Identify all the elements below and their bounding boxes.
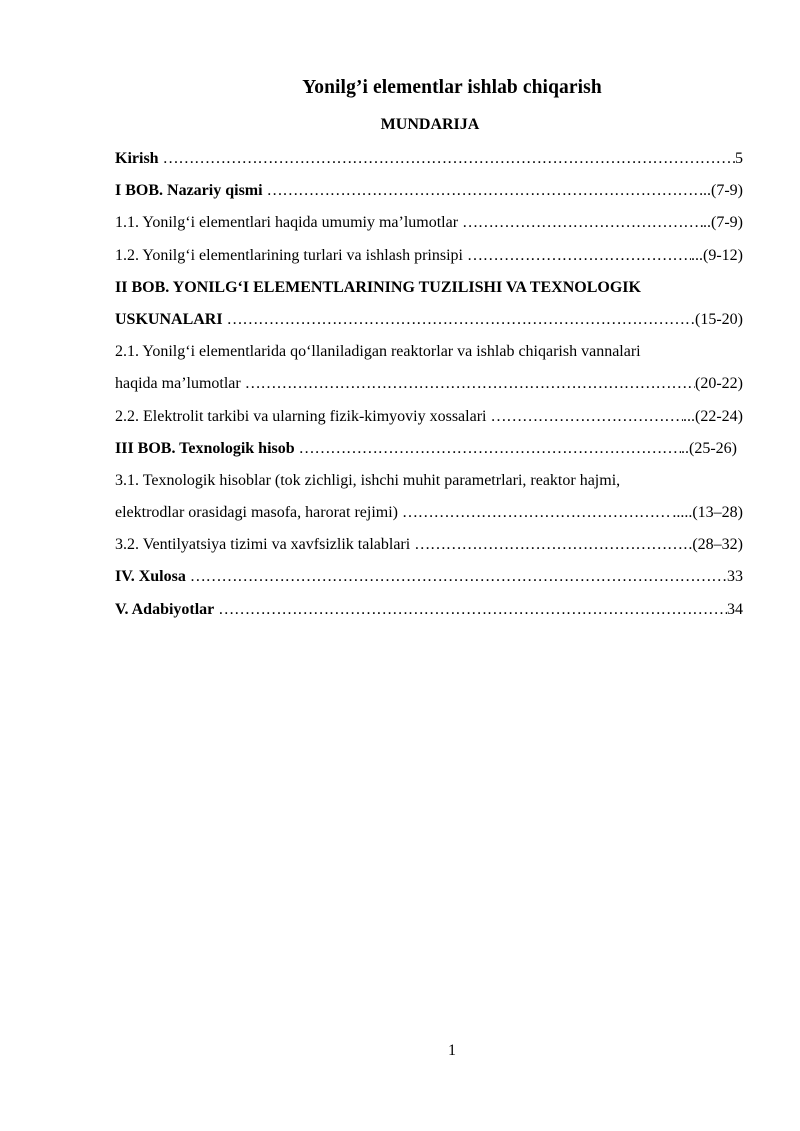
toc-dot-leader <box>241 368 695 400</box>
toc-entry-section-2-1-title <box>115 336 743 368</box>
toc-entry-chapter-2-title <box>115 272 743 304</box>
toc-dot-leader <box>223 304 695 336</box>
toc-dot-leader <box>486 401 683 433</box>
toc-entry-chapter-2 <box>115 304 743 336</box>
contents-heading: MUNDARIJA <box>380 116 480 133</box>
toc-entry-label: 3.2. Ventilyatsiya tizimi va xavfsizlik talablari <box>115 536 411 554</box>
toc-entry-conclusion <box>115 561 743 593</box>
toc-dot-leader <box>186 561 727 593</box>
toc-page-number: ..(7-9) <box>703 182 743 200</box>
toc-dot-leader <box>398 497 672 529</box>
toc-entry-label: III BOB. Texnologik hisob <box>115 439 295 457</box>
toc-entry-label: USKUNALARI <box>115 310 223 328</box>
toc-entry-section-2-2 <box>115 401 743 433</box>
document-title: Yonilg’i elementlar ishlab chiqarish <box>302 77 602 98</box>
toc-dot-leader <box>214 594 727 626</box>
toc-entry-label: I BOB. Nazariy qismi <box>115 182 263 200</box>
toc-page-number: 34 <box>727 600 743 618</box>
toc-dot-leader <box>295 433 681 465</box>
toc-page-number: 5 <box>735 150 743 167</box>
toc-dot-leader <box>410 529 688 561</box>
toc-page-number: .....(13–28) <box>672 504 743 522</box>
toc-entry-label: 2.1. Yonilg‘i elementlarida qo‘llaniladigan reaktorlar va ishlab chiqarish vannalari <box>115 343 641 361</box>
toc-entry-label: V. Adabiyotlar <box>115 600 215 618</box>
toc-entry-section-1-2 <box>115 240 743 272</box>
toc-page-number: (15-20) <box>695 310 743 328</box>
toc-dot-leader <box>263 175 703 207</box>
toc-page-number: ...(9-12) <box>691 246 743 264</box>
toc-dot-leader <box>159 143 735 175</box>
toc-entry-label: haqida ma’lumotlar <box>115 375 241 393</box>
toc-entry-section-3-1-title <box>115 465 743 497</box>
toc-entry-section-1-1 <box>115 207 743 239</box>
toc-entry-label: 1.1. Yonilg‘i elementlari haqida umumiy ma’lumotlar <box>115 214 459 232</box>
toc-entry-section-3-1 <box>115 497 743 529</box>
toc-entry-label: elektrodlar orasidagi masofa, harorat rejimi) <box>115 504 398 522</box>
toc-page-number: .(28–32) <box>688 536 743 554</box>
toc-dot-leader <box>458 207 703 239</box>
toc-entry-label: 2.2. Elektrolit tarkibi va ularning fizik-kimyoviy xossalari <box>115 407 487 425</box>
page-number: 1 <box>448 1042 456 1059</box>
toc-entry-chapter-1 <box>115 175 743 207</box>
toc-page-number: 33 <box>727 568 743 586</box>
toc-entry-label: 1.2. Yonilg‘i elementlarining turlari va ishlash prinsipi <box>115 246 463 264</box>
toc-entry-label: IV. Xulosa <box>115 568 186 586</box>
toc-entry-label: II BOB. YONILG‘I ELEMENTLARINING TUZILISHI VA TEXNOLOGIK <box>115 278 641 296</box>
toc-entry-section-2-1 <box>115 368 743 400</box>
toc-entry-label: Kirish <box>115 150 159 167</box>
toc-entry-kirish <box>115 143 743 175</box>
toc-entry-chapter-3 <box>115 433 737 465</box>
toc-entry-section-3-2 <box>115 529 743 561</box>
toc-page-number: ..(7-9) <box>703 214 743 232</box>
toc-entry-label: 3.1. Texnologik hisoblar (tok zichligi, ishchi muhit parametrlari, reaktor hajmi, <box>115 471 621 489</box>
toc-page-number: ...(22-24) <box>683 407 743 425</box>
toc-entry-references <box>115 594 743 626</box>
toc-page-number: ..(25-26) <box>681 439 737 457</box>
table-of-contents <box>115 143 743 626</box>
toc-dot-leader <box>463 240 691 272</box>
toc-page-number: (20-22) <box>695 375 743 393</box>
